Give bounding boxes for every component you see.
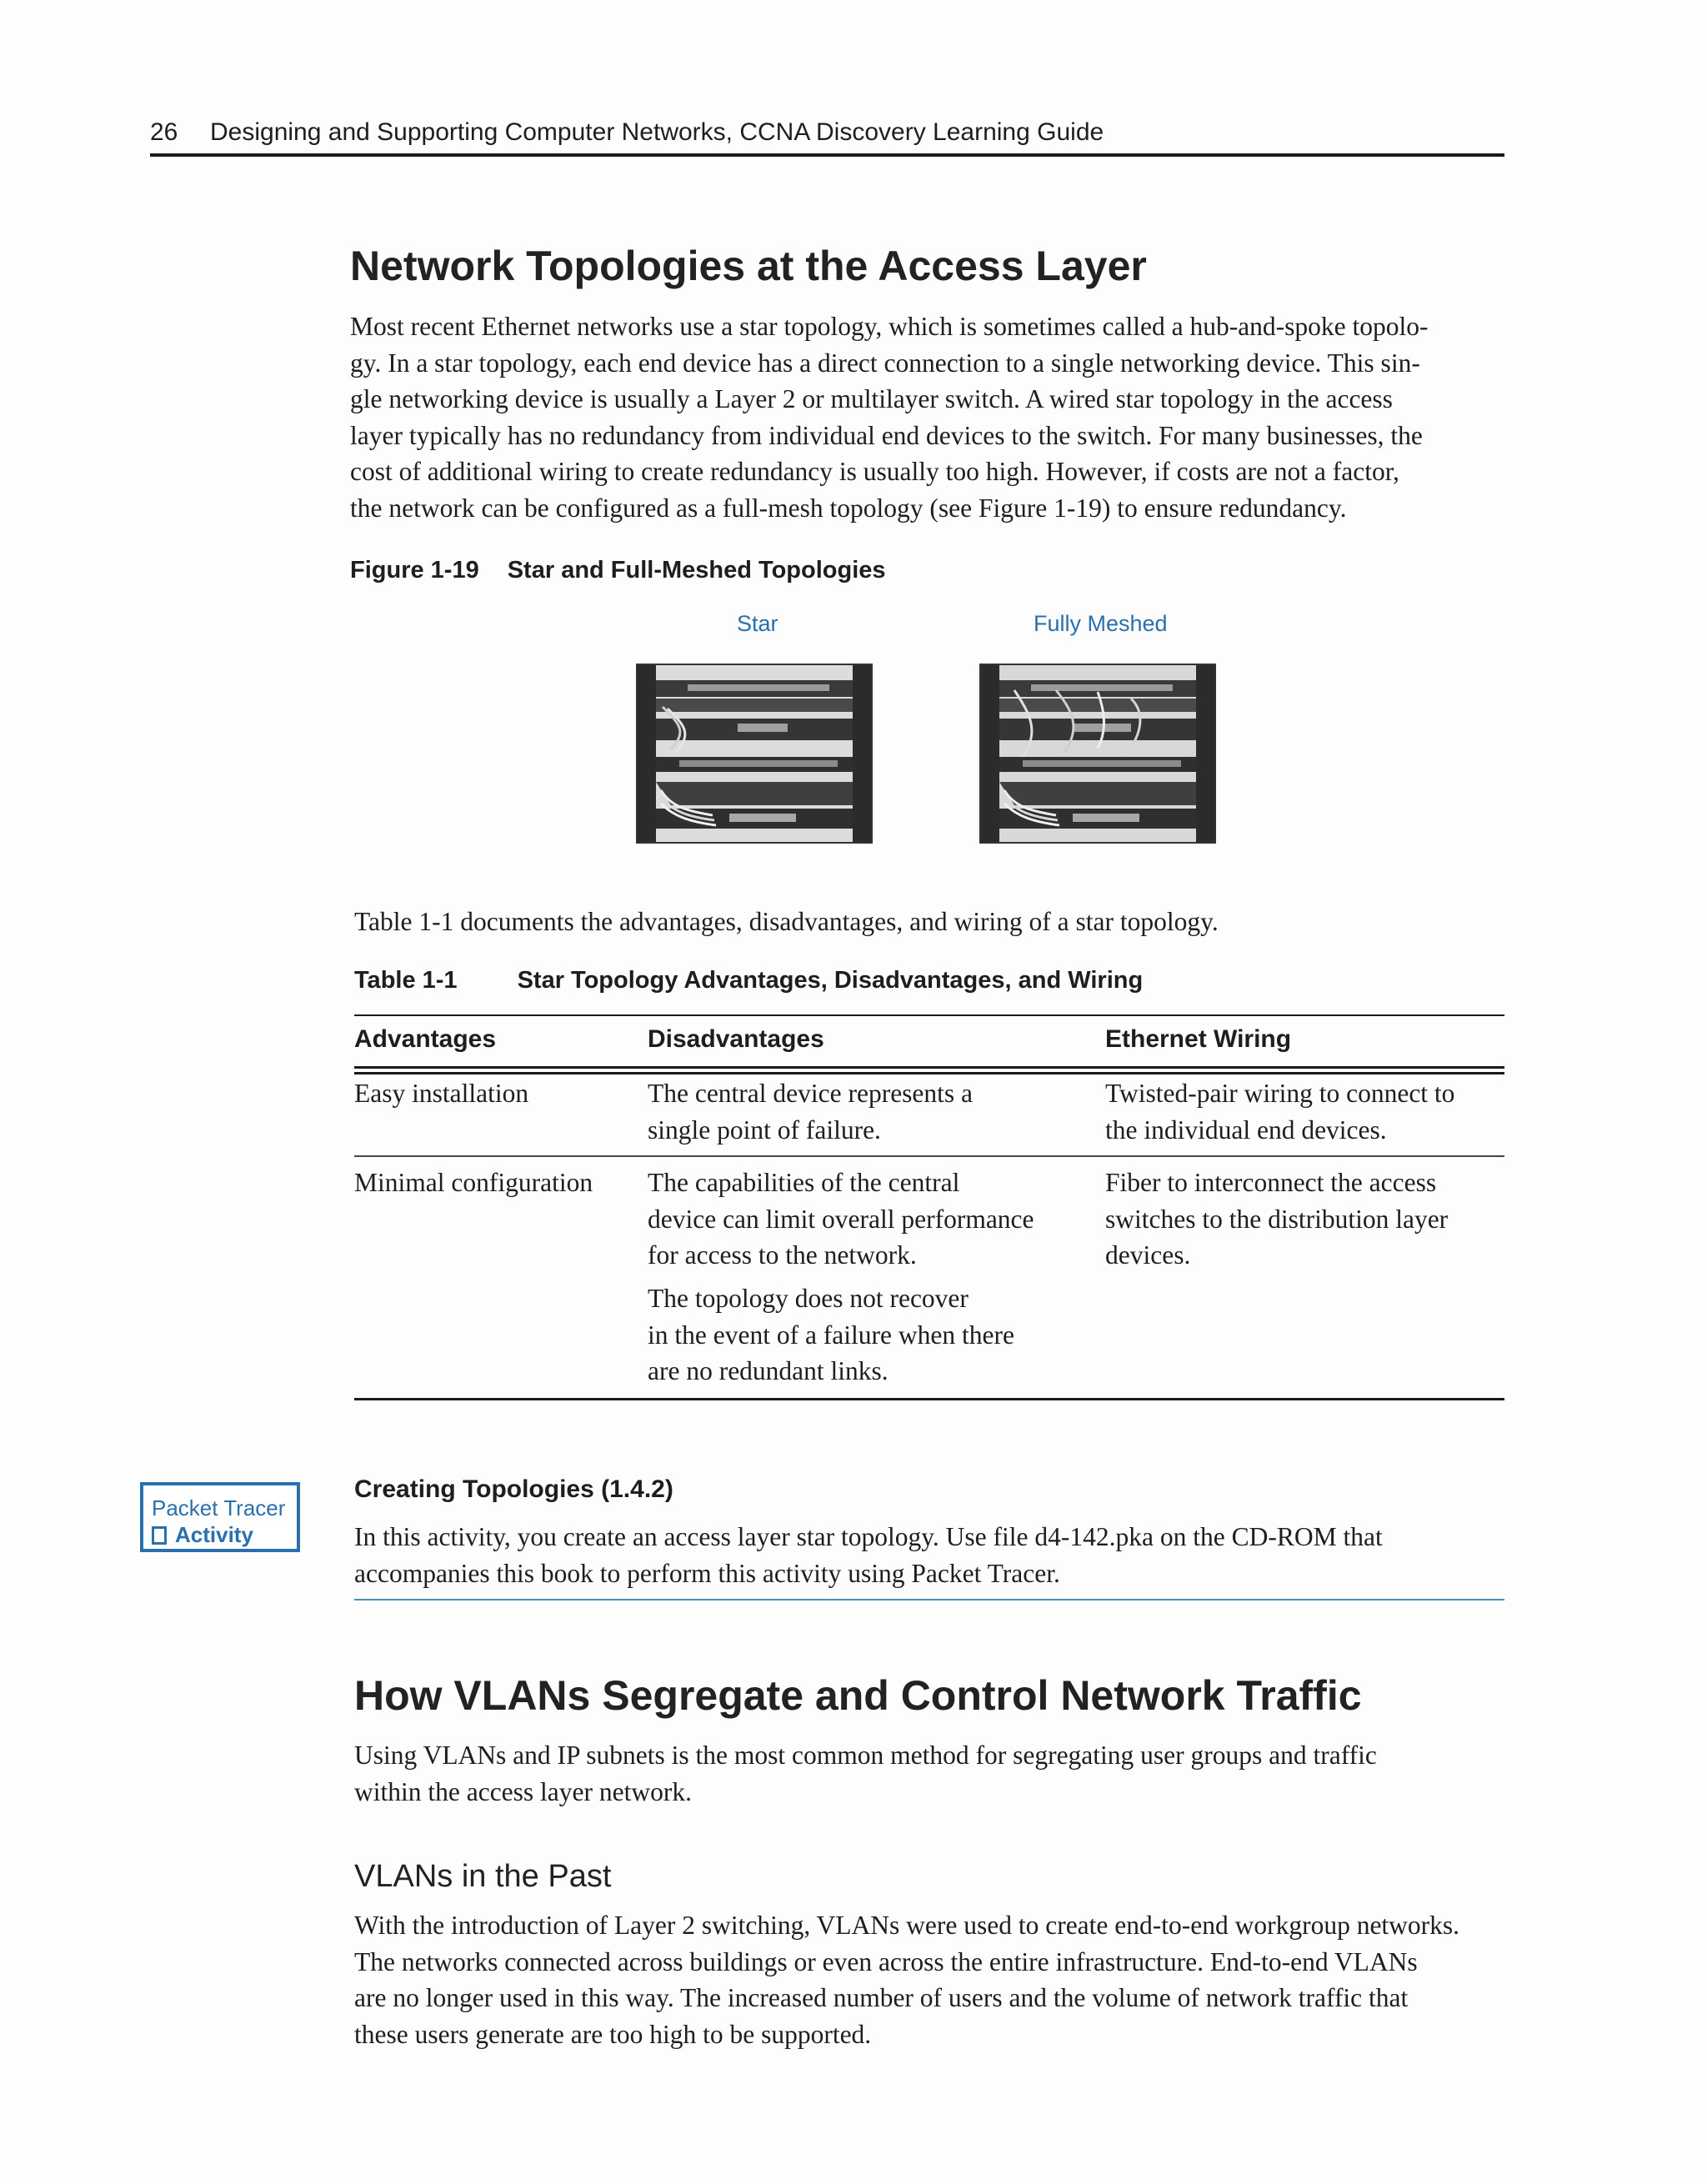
table-caption bbox=[354, 967, 1143, 994]
table-header-disadvantages: Disadvantages bbox=[648, 1025, 824, 1053]
cell-line: in the event of a failure when there bbox=[648, 1320, 1014, 1350]
table-cell-advantage: Easy installation bbox=[354, 1079, 529, 1108]
paragraph-line: layer typically has no redundancy from individual end devices to the switch. For many businesses, the bbox=[350, 420, 1423, 450]
page-number: 26 bbox=[150, 118, 178, 146]
star-rack-photo bbox=[636, 664, 873, 844]
paragraph-line: accompanies this book to perform this activity using Packet Tracer. bbox=[354, 1558, 1060, 1588]
cell-line: Fiber to interconnect the access bbox=[1105, 1168, 1437, 1197]
table-header-advantages: Advantages bbox=[354, 1025, 497, 1053]
paragraph-line: Most recent Ethernet networks use a star topology, which is sometimes called a hub-and-spoke topolo- bbox=[350, 312, 1429, 341]
checkbox-icon bbox=[152, 1526, 167, 1545]
cell-line: device can limit overall performance bbox=[648, 1204, 1034, 1234]
cell-line: are no redundant links. bbox=[648, 1356, 889, 1385]
paragraph-line: within the access layer network. bbox=[354, 1776, 692, 1806]
activity-label-row bbox=[152, 1522, 253, 1548]
table-bottom-rule bbox=[354, 1398, 1504, 1400]
cell-line: Twisted-pair wiring to connect to bbox=[1105, 1079, 1455, 1108]
packet-tracer-title: Creating Topologies (1.4.2) bbox=[354, 1475, 673, 1503]
table-cell-disadvantage-2 bbox=[648, 1280, 1014, 1390]
subsection-title-vlans-past: VLANs in the Past bbox=[354, 1859, 612, 1894]
book-title: Designing and Supporting Computer Networks, CCNA Discovery Learning Guide bbox=[210, 118, 1104, 146]
cell-line: for access to the network. bbox=[648, 1240, 917, 1270]
vlans-past-paragraph bbox=[354, 1907, 1459, 2052]
table-top-rule bbox=[354, 1014, 1504, 1016]
activity-label: Activity bbox=[175, 1522, 253, 1547]
figure-number: Figure 1-19 bbox=[350, 557, 479, 584]
fully-meshed-rack-illustration bbox=[981, 665, 1214, 842]
fully-meshed-rack-photo bbox=[979, 664, 1216, 844]
table-intro: Table 1-1 documents the advantages, disadvantages, and wiring of a star topology. bbox=[354, 907, 1219, 936]
vlans-paragraph bbox=[354, 1737, 1377, 1810]
packet-tracer-label: Packet Tracer bbox=[152, 1495, 286, 1520]
cell-line: the individual end devices. bbox=[1105, 1115, 1387, 1145]
paragraph-line: gy. In a star topology, each end device has a direct connection to a single networking device. This sin- bbox=[350, 348, 1420, 378]
topologies-paragraph bbox=[350, 308, 1429, 526]
paragraph-line: gle networking device is usually a Layer 2 or multilayer switch. A wired star topology in the access bbox=[350, 384, 1393, 413]
paragraph-line: With the introduction of Layer 2 switching, VLANs were used to create end-to-end workgroup networks. bbox=[354, 1911, 1460, 1940]
table-cell-disadvantage bbox=[648, 1165, 1034, 1274]
table-cell-disadvantage bbox=[648, 1075, 973, 1148]
table-cell-advantage: Minimal configuration bbox=[354, 1168, 593, 1197]
paragraph-line: cost of additional wiring to create redundancy is usually too high. However, if costs are not a factor, bbox=[350, 457, 1399, 486]
cell-line: The capabilities of the central bbox=[648, 1168, 960, 1197]
star-label: Star bbox=[737, 611, 778, 636]
fully-meshed-label: Fully Meshed bbox=[1034, 611, 1168, 636]
figure-caption bbox=[350, 557, 886, 584]
paragraph-line: these users generate are too high to be supported. bbox=[354, 2019, 872, 2049]
star-rack-illustration bbox=[638, 665, 871, 842]
table-header-ethernet-wiring: Ethernet Wiring bbox=[1105, 1025, 1292, 1053]
paragraph-line: In this activity, you create an access layer star topology. Use file d4-142.pka on the CD-ROM that bbox=[354, 1522, 1383, 1551]
packet-tracer-rule bbox=[354, 1599, 1504, 1600]
section-title-vlans: How VLANs Segregate and Control Network Traffic bbox=[354, 1672, 1362, 1719]
cell-line: The central device represents a bbox=[648, 1079, 974, 1108]
section-title-topologies: Network Topologies at the Access Layer bbox=[350, 243, 1147, 289]
figure-title: Star and Full-Meshed Topologies bbox=[507, 557, 886, 584]
cell-line: devices. bbox=[1105, 1240, 1191, 1270]
paragraph-line: Using VLANs and IP subnets is the most common method for segregating user groups and traffic bbox=[354, 1741, 1377, 1770]
cell-line: switches to the distribution layer bbox=[1105, 1204, 1449, 1234]
packet-tracer-text bbox=[354, 1519, 1383, 1591]
cell-line: The topology does not recover bbox=[648, 1284, 969, 1313]
table-title: Star Topology Advantages, Disadvantages, and Wiring bbox=[517, 967, 1144, 994]
paragraph-line: The networks connected across buildings or even across the entire infrastructure. End-to-end VLANs bbox=[354, 1946, 1418, 1976]
paragraph-line: are no longer used in this way. The increased number of users and the volume of network traffic that bbox=[354, 1983, 1409, 2012]
cell-line: single point of failure. bbox=[648, 1115, 881, 1145]
table-number: Table 1-1 bbox=[354, 967, 458, 994]
paragraph-line: the network can be configured as a full-mesh topology (see Figure 1-19) to ensure redundancy. bbox=[350, 493, 1347, 523]
table-header-rule bbox=[354, 1066, 1504, 1074]
table-row-rule bbox=[354, 1155, 1504, 1157]
packet-tracer-badge bbox=[140, 1482, 300, 1552]
table-cell-wiring bbox=[1105, 1165, 1448, 1274]
table-cell-wiring bbox=[1105, 1075, 1454, 1148]
running-header bbox=[150, 113, 1504, 157]
